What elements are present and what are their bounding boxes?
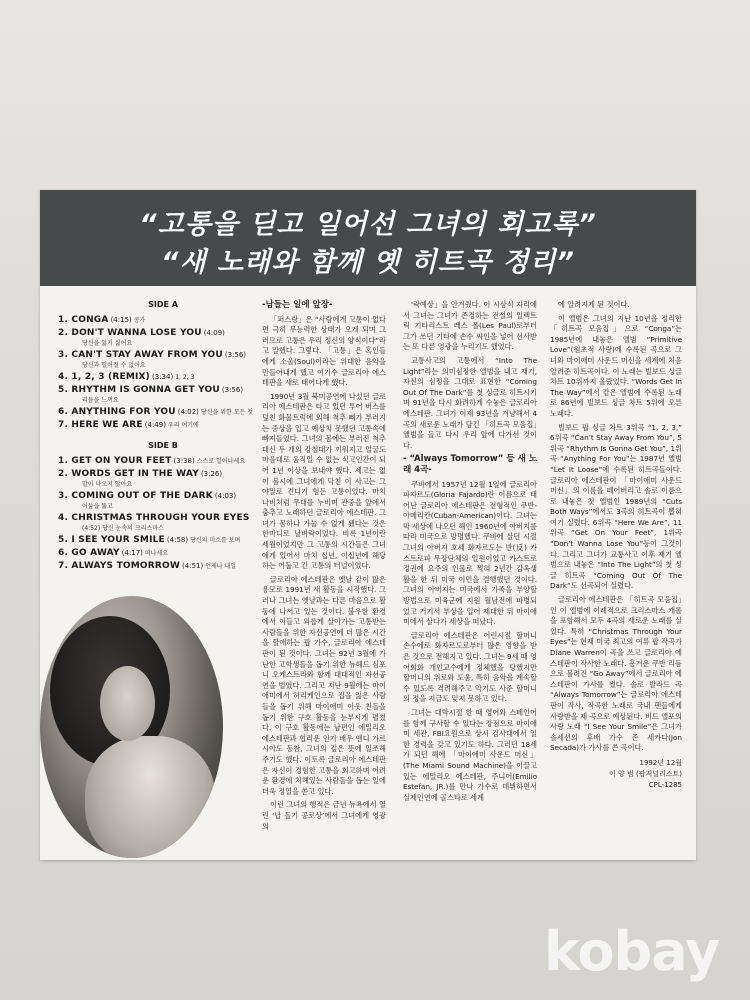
track-item: 4. 1, 2, 3 (REMIX) (3:34) 1, 2, 3 [58,372,195,382]
photo-body [85,736,215,858]
track-item: 1. CONGA (4:15) 콩가 [58,315,146,325]
column-2-heading: - “Always Tomorrow” 등 새 노래 4곡- [403,454,537,475]
artist-photo [40,596,223,858]
track-item: 7. HERE WE ARE (4:49) 우리 여기에 [58,420,199,430]
side-b-title: SIDE B [148,441,178,450]
paragraph: 1990년 3월 북미공연에 나섰던 글로리아 에스테판은 타고 있던 투어 버스를 덮친 화물트럭에 의해 척추 뼈가 부러지는 중상을 입고 예상치 못했던 고통속에 빠져들었다. 그녀의 몸에는 부러진 척추대신 두 개의 강철대가 끼워지고 얼굴도 마음대로 움직일 수 없는 식고인간이 되어 1년 이상을 보내야 했다. 세고는 없이 불시에 그녀에게 닥친 이 사고는 그야말로 견디기 힘든 고통이었다. 마치 나비처럼 무대를 누비며 관중을 앞에서 춤추고 노래하던 글로리아 에스테판. 그녀가 몸하나 가눌 수 없게 됐다는 것은 한마디로 날벼락이었다. 비록 1년이란 세월이었지만 그 고통의 시간들은 그녀에게 있어서 마치 십년, 이십년에 해당하는 어둡고 긴 고통의 터널이었다. [262,391,386,571]
paragraph: 그녀는 대학시절 한 때 영어와 스페인어를 함께 구사할 수 있다는 장점으로 마이애미 세관, FBI요원으로 상시 검사대에서 일한 경력을 갖고 있기도 하다. 그러던 18세가 되던 해에 「마이애미 사운드 머신」(The Miami Sound Machine)을 이끌고 있는 에밀리오 에스테판, 주니어(Emilio Estefan, JR.)를 만나 가수로 데뷔하면서 실제인연에 골스타로 세계 [403,707,537,802]
headline-line-2: “새 노래와 함께 옛 히트곡 정리” [161,247,575,278]
paragraph: 「퍼스랑」은 “사람에게 고통이 없다면 극히 무능력한 상태가 오게 되며 그러므로 고통은 우리 정신의 양식이다”라고 말했다. 그렇다. 「고통」은 혹인들에게 소울(Soul)이라는 위대한 음악을 만들어내게 했고 여기수 글로리아 에스테판을 새로 태어나게 했다. [262,314,386,388]
side-a-tracks [58,315,268,431]
paragraph: 교통사고의 고통에서 “Into The Light”라는 의미심장한 앨범을 내고 재기, 자신의 심정을 그대로 표현한 “Coming Out Of The Dark”를 첫 싱글로 히트시키며 91년을 다시 화려하게 수놓은 글로리아 에스테판. 그녀가 이제 93년을 겨냥해서 4곡의 새로운 노래가 담긴 「히트곡 모음집」앨범을 들고 다시 우리 앞에 다가선 것이다. [403,355,537,450]
liner-notes-sheet [40,190,696,860]
paragraph: 이 앨범은 그녀의 지난 10년을 정리한 「히트곡 모음집」으로 “Conga”는 1985년에 내놓은 앨범 “Primitive Love”(원초적 사랑)에 수록된 곡으로 그녀와 마이애미 사운드 머신을 세계에 처음 알려준 히트곡이다. 이 노래는 빌보드 싱글 차트 10위까지 올랐었다. “Words Get In The Way”에서 같은 앨범에 수록된 노래로 86년에 빌보드 싱글 차트 5위에 오른 노래다. [550,313,682,418]
tracklist [58,300,268,574]
side-b-tracks [58,456,268,572]
article-column-2 [403,300,537,806]
paragraph: 에 알려지게 된 것이다. [558,300,630,309]
article-column-1 [262,300,386,835]
headline-banner [40,190,696,286]
track-item: 7. ALWAYS TOMORROW (4:51) 언제나 내일 [58,561,237,571]
paragraph: '락예상」을 안겨줬다. 이 시상식 자리에서 그녀는 그녀가 존경하는 전설의 일렉트릭 기타리스트 레스 폴(Les Paul)로부터 그가 쓰던 기타에 손수 싸인을 넣어 선사받는 또 다른 영광을 누리기도 했었다. [403,300,537,352]
track-item: 2. WORDS GET IN THE WAY (3:26) 말이 나오지 않아요 [58,469,223,488]
watermark-logo: kobay [544,920,720,983]
track-item: 5. RHYTHM IS GONNA GET YOU (3:56) 리듬을 느껴요 [58,385,244,404]
track-item: 2. DON'T WANNA LOSE YOU (4:09) 당신을 잃기 싫어요 [58,328,225,347]
track-item: 4. CHRISTMAS THROUGH YOUR EYES (4:52) 당신 눈속의 크리스마스 [58,513,250,532]
headline-line-1: “고통을 딛고 일어선 그녀의 회고록” [139,209,597,240]
paragraph: 글로리아 에스테판은 「히트곡 모음집」인 이 앨범에 이례적으로 크리스마스 캐롤을 포함해서 모두 4곡의 새로운 노래를 실었다. 특히 “Christmas Through Your Eyes”는 현재 미국 최고의 여류 팝 작곡가 Diane Warren이 곡을 쓰고 글로리아 에스테판이 작사한 노래다. 흥겨운 쿠반 리듬으로 불려진 “Go Away”에서 글로리아 에스테판이 가사를 썼다. 솔로 발라드 곡 “Always Tomorrow”는 글로리아 에스테판이 작사, 작곡한 노래로 국내 팬들에게 사랑받을 제 곡으로 예상된다. 비드 앨포의 사랑 노래 “I See Your Smile”은 그녀가 솔세션의 후배 가수 존 세카다(Jon Secada)가 가사를 쓴 곡이다. [550,595,682,753]
signature-block [550,758,682,791]
track-item: 6. GO AWAY (4:17) 떠나세요 [58,548,169,558]
photo-face [100,666,155,741]
track-item: 1. GET ON YOUR FEET (3:38) 스스로 일어나세요 [58,456,246,466]
track-item: 3. CAN'T STAY AWAY FROM YOU (3:56) 당신과 떨어질 수 없어요 [58,350,247,369]
paragraph: 이런 그녀의 행적은 금년 뉴욕에서 열린 ‘납 들기 공로상’에서 그녀에게 영광의 [262,800,386,831]
track-item: 5. I SEE YOUR SMILE (4:58) 당신의 미소를 보며 [58,535,241,545]
column-1-heading: -남들는 일에 앞장- [262,300,333,310]
paragraph: 글로리아 에스테판은 어린시절 할머니 손수에로 화자르도로부터 많은 영향을 받은 것으로 전해지고 있다. 그녀는 9세 때 영어회화 개인교수에게 정체했을 당했지만 할머니의 위로와 도움, 특히 음악을 계속할 수 있도록 격려해주고 악기도 사준 할머니의 정을 지금도 잊지 못하고 있다. [403,630,537,704]
paragraph: 쿠바에서 1957년 12월 1일에 글로리아 파자르도(Gloria Fajardo)란 이름으로 태어난 글로리아 에스테판은 전형적인 쿠반-아메리칸(Cuban-American)이다. 그녀는 막 세상에 나오던 해인 1960년에 아버지를 따라 미국으로 망명했다. 쿠바에 살던 시절 그녀의 아버지 호세 화자르도는 반(反) 카스트로파 무장단체의 일원이었고 카스트로 정권에 요주의 인물로 찍혀 2년간 감옥생활을 한 뒤 미국 이민을 결행했던 것이다. 그녀의 아버지는 미국에서 가족을 부양할 방법으로 미육군에 지원 월남전에 파병되었고 거기서 부상을 입어 제대한 뒤 마이애미에서 살다가 세상을 떠났다. [403,479,537,627]
paragraph: 글로리아 에스테판은 옛날 같이 많은 용모로 1991년 새 활동을 시작했다. 그러나 그녀는 옛날과는 다른 마음으로 활동에 나서고 있는 것이다. 불우한 환경에서 이들고 외롭게 살아가는 고통받는 사람들을 위한 자선공연에 더 많은 시간을 할애하는 팝 가수, 글로리아 에스테판이 된 것이다. 그녀는 92년 3월에 가난한 고학생들을 돕기 위한 뉴헤드 심포니 오케스트라와 함께 대대적인 자선공연을 벌였다. 그리고 지난 9월에는 마이애미에서 허리케인으로 집을 잃은 사람들을 돕기 위해 마이애미 이웃 친들을 돕기 위한 구호 활동을 눈부시게 펼쳤다. 이 구호 활동에는 남편인 에밀리오 에스테판과 협리운 인기 배우 앤디 가르시아도 동참, 그녀의 깊은 뜻에 일조해주기도 했다. 이토록 글로리아 에스테판은 자신이 경험한 고통을 회고하며 어려운 환경에 처해있는 사람들을 돕는 일에 더욱 정열을 쏟고 있다. [262,574,386,796]
track-item: 6. ANYTHING FOR YOU (4:02) 당신을 위한 모든 것 [58,407,254,417]
article-date: 1992년 12월 [639,758,682,767]
article-column-3 [550,300,682,791]
catalog-number: CPL-1285 [648,780,682,789]
paragraph: 빌보드 팝 싱글 차트 3위곡 “1, 2, 3,” 6위곡 “Can’t Stay Away From You”, 5위곡 “Rhythm Is Gonna Get You”, 1위곡 “Anything For You”는 1987년 앨범 “Let It Loose”에 수록된 히트곡들이다. 글로리아 에스테판이 「마이애미 사운드 머신」의 이름을 떼어버리고 솔로 이름으로 내놓은 첫 앨범인 1989년의 “Cuts Both Ways”에서도 3곡의 히트곡이 뽑혀 여기 실렸다. 6위곡 “Here We Are”, 11위곡 “Get On Your Feet”, 1위곡 “Don’t Wanna Lose You”등이 그것이다. 그리고 그녀가 교통사고 이후 재기 앨범으로 내놓은 “Into The Light”의 첫 싱글 히트곡 “Coming Out Of The Dark”도 선곡되어 실렸다. [550,422,682,591]
track-item: 3. COMING OUT OF THE DARK (4:03) 어둠을 뚫고 [58,491,237,510]
article-author: 이 양 범 (팝저널리스트) [609,769,682,778]
side-a-title: SIDE A [148,300,178,309]
